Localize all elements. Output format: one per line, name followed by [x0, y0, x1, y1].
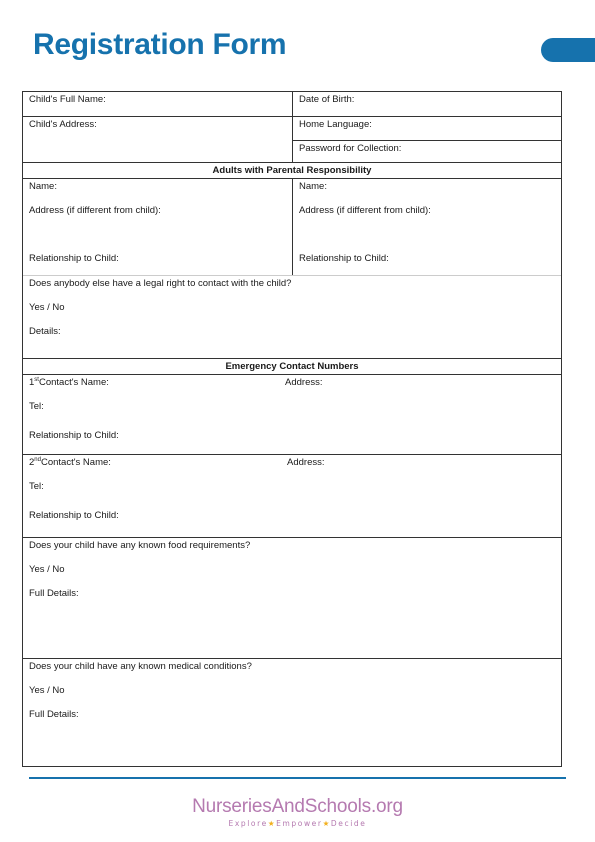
contact-2-relationship-label: Relationship to Child:: [29, 510, 119, 521]
adult-2-relationship-label: Relationship to Child:: [299, 253, 389, 264]
emergency-contact-1-block[interactable]: [23, 375, 561, 455]
contact-2-name-label: 2ndContact's Name:: [29, 456, 111, 468]
adult-1-block[interactable]: [23, 179, 293, 275]
star-icon: ★: [267, 819, 277, 828]
legal-right-block[interactable]: [23, 276, 561, 359]
page-title: Registration Form: [33, 28, 287, 61]
food-full-details-label: Full Details:: [29, 588, 79, 599]
logo-tagline: Explore★Empower★Decide: [228, 819, 367, 828]
adult-2-name-label: Name:: [299, 181, 327, 192]
contact-2-tel-label: Tel:: [29, 481, 44, 492]
food-yes-no: Yes / No: [29, 564, 65, 575]
legal-right-details-label: Details:: [29, 326, 61, 337]
date-of-birth-label: Date of Birth:: [299, 94, 355, 105]
adults-row: [23, 179, 561, 276]
home-language-field[interactable]: [293, 117, 561, 141]
food-question: Does your child have any known food requirements?: [29, 540, 251, 551]
medical-full-details-label: Full Details:: [29, 709, 79, 720]
medical-conditions-block[interactable]: [23, 659, 561, 766]
food-requirements-block[interactable]: [23, 538, 561, 659]
corner-tab-decoration: [541, 38, 595, 62]
contact-1-relationship-label: Relationship to Child:: [29, 430, 119, 441]
child-full-name-label: Child's Full Name:: [29, 94, 106, 105]
adult-1-address-label: Address (if different from child):: [29, 205, 161, 216]
password-collection-label: Password for Collection:: [299, 143, 402, 154]
emergency-contact-2-block[interactable]: [23, 455, 561, 538]
contact-1-name-label: 1stContact's Name:: [29, 376, 109, 388]
footer-divider: [29, 777, 566, 779]
child-address-field[interactable]: [23, 117, 293, 162]
child-address-row: [23, 117, 561, 163]
language-password-col: [293, 117, 561, 162]
contact-2-address-label: Address:: [287, 457, 325, 468]
adult-2-address-label: Address (if different from child):: [299, 205, 431, 216]
star-icon: ★: [322, 819, 331, 828]
nurseries-and-schools-logo: [0, 796, 595, 828]
child-full-name-field[interactable]: [23, 92, 293, 116]
contact-1-tel-label: Tel:: [29, 401, 44, 412]
medical-question: Does your child have any known medical conditions?: [29, 661, 252, 672]
home-language-label: Home Language:: [299, 119, 372, 130]
logo-wordmark: NurseriesAndSchools.org: [192, 796, 403, 817]
parental-responsibility-heading: Adults with Parental Responsibility: [23, 163, 561, 179]
child-name-row: [23, 92, 561, 117]
date-of-birth-field[interactable]: [293, 92, 561, 116]
contact-1-address-label: Address:: [285, 377, 323, 388]
adult-2-block[interactable]: [293, 179, 561, 275]
emergency-contacts-heading: Emergency Contact Numbers: [23, 359, 561, 375]
registration-form: [22, 91, 562, 767]
legal-right-question: Does anybody else have a legal right to contact with the child?: [29, 278, 292, 289]
adult-1-name-label: Name:: [29, 181, 57, 192]
child-address-label: Child's Address:: [29, 119, 97, 130]
medical-yes-no: Yes / No: [29, 685, 65, 696]
adult-1-relationship-label: Relationship to Child:: [29, 253, 119, 264]
password-collection-field[interactable]: [293, 141, 561, 162]
legal-right-yes-no: Yes / No: [29, 302, 65, 313]
